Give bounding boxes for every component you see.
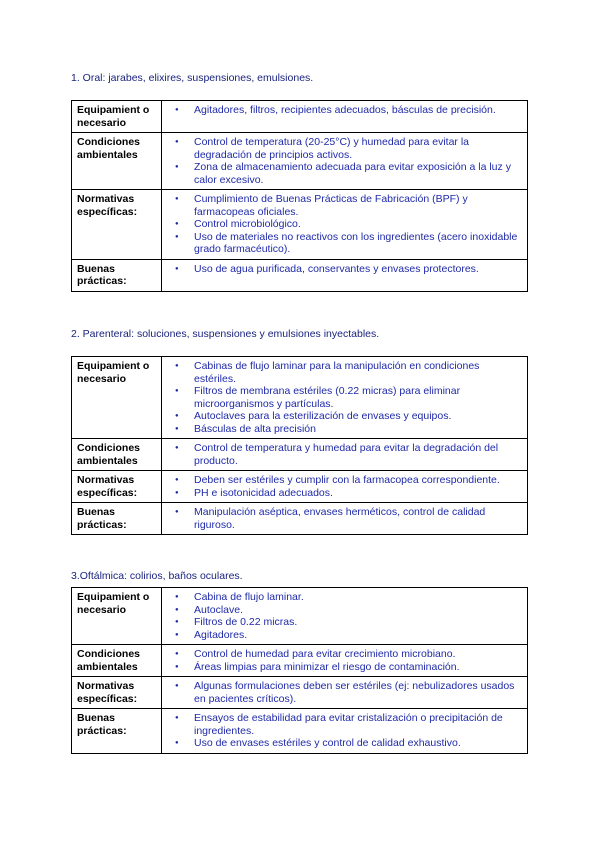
list-item: ● Básculas de alta precisión bbox=[194, 423, 523, 436]
list-item: ● Agitadores, filtros, recipientes adecuados, básculas de precisión. bbox=[194, 104, 523, 117]
list-item: ● Uso de materiales no reactivos con los ingredientes (acero inoxidable grado farmacéutico). bbox=[194, 231, 523, 256]
list-item: ● Manipulación aséptica, envases herméticos, control de calidad riguroso. bbox=[194, 506, 523, 531]
row-content bbox=[162, 677, 528, 709]
list-item: ● Autoclave. bbox=[194, 604, 523, 617]
list-item: ● Áreas limpias para minimizar el riesgo de contaminación. bbox=[194, 661, 523, 674]
table-row bbox=[72, 677, 528, 709]
list-item: ● Filtros de membrana estériles (0.22 micras) para eliminar microorganismos y partículas. bbox=[194, 385, 523, 410]
list-item: ● Filtros de 0.22 micras. bbox=[194, 616, 523, 629]
section-heading: 1. Oral: jarabes, elixires, suspensiones, emulsiones. bbox=[71, 72, 314, 84]
list-item: ● Cabina de flujo laminar. bbox=[194, 591, 523, 604]
row-label: Condiciones ambientales bbox=[72, 439, 162, 471]
list-item: ● Control de humedad para evitar crecimiento microbiano. bbox=[194, 648, 523, 661]
row-content bbox=[162, 709, 528, 754]
list-item: ● PH e isotonicidad adecuados. bbox=[194, 487, 523, 500]
list-item: ● Zona de almacenamiento adecuada para evitar exposición a la luz y calor excesivo. bbox=[194, 161, 523, 186]
row-label: Buenas prácticas: bbox=[72, 503, 162, 535]
row-content bbox=[162, 259, 528, 291]
row-label: Condiciones ambientales bbox=[72, 133, 162, 190]
table-parenteral bbox=[71, 356, 528, 535]
table-row bbox=[72, 503, 528, 535]
table-row bbox=[72, 588, 528, 645]
requirements-table bbox=[71, 587, 528, 754]
table-row bbox=[72, 133, 528, 190]
table-row bbox=[72, 190, 528, 260]
list-item: ● Agitadores. bbox=[194, 629, 523, 642]
section-heading: 2. Parenteral: soluciones, suspensiones y emulsiones inyectables. bbox=[71, 328, 380, 340]
row-label: Buenas prácticas: bbox=[72, 259, 162, 291]
list-item: ● Cabinas de flujo laminar para la manipulación en condiciones estériles. bbox=[194, 360, 523, 385]
row-content bbox=[162, 471, 528, 503]
table-oftalmica bbox=[71, 587, 528, 754]
section-parenteral bbox=[71, 328, 528, 341]
row-label: Equipamient o necesario bbox=[72, 588, 162, 645]
row-content bbox=[162, 588, 528, 645]
row-content bbox=[162, 645, 528, 677]
row-label: Buenas prácticas: bbox=[72, 709, 162, 754]
row-label: Equipamient o necesario bbox=[72, 101, 162, 133]
list-item: ● Uso de envases estériles y control de calidad exhaustivo. bbox=[194, 737, 523, 750]
row-label: Normativas específicas: bbox=[72, 190, 162, 260]
row-content bbox=[162, 357, 528, 439]
row-label: Condiciones ambientales bbox=[72, 645, 162, 677]
row-label: Normativas específicas: bbox=[72, 677, 162, 709]
row-content bbox=[162, 101, 528, 133]
row-content bbox=[162, 439, 528, 471]
list-item: ● Ensayos de estabilidad para evitar cristalización o precipitación de ingredientes. bbox=[194, 712, 523, 737]
table-row bbox=[72, 259, 528, 291]
section-oftalmica bbox=[71, 570, 528, 583]
list-item: ● Control de temperatura y humedad para evitar la degradación del producto. bbox=[194, 442, 523, 467]
row-content bbox=[162, 503, 528, 535]
list-item: ● Cumplimiento de Buenas Prácticas de Fabricación (BPF) y farmacopeas oficiales. bbox=[194, 193, 523, 218]
section-oral bbox=[71, 72, 528, 85]
row-content bbox=[162, 190, 528, 260]
requirements-table bbox=[71, 356, 528, 535]
table-row bbox=[72, 439, 528, 471]
list-item: ● Control microbiológico. bbox=[194, 218, 523, 231]
list-item: ● Deben ser estériles y cumplir con la farmacopea correspondiente. bbox=[194, 474, 523, 487]
list-item: ● Control de temperatura (20-25°C) y humedad para evitar la degradación de principios activos. bbox=[194, 136, 523, 161]
list-item: ● Uso de agua purificada, conservantes y envases protectores. bbox=[194, 263, 523, 276]
table-row bbox=[72, 645, 528, 677]
row-label: Equipamient o necesario bbox=[72, 357, 162, 439]
requirements-table bbox=[71, 100, 528, 292]
table-row bbox=[72, 471, 528, 503]
list-item: ● Algunas formulaciones deben ser estériles (ej: nebulizadores usados en pacientes críticos). bbox=[194, 680, 523, 705]
table-row bbox=[72, 357, 528, 439]
table-oral bbox=[71, 100, 528, 292]
table-row bbox=[72, 709, 528, 754]
table-row bbox=[72, 101, 528, 133]
row-content bbox=[162, 133, 528, 190]
section-heading: 3.Oftálmica: colirios, baños oculares. bbox=[71, 570, 243, 582]
row-label: Normativas específicas: bbox=[72, 471, 162, 503]
list-item: ● Autoclaves para la esterilización de envases y equipos. bbox=[194, 410, 523, 423]
